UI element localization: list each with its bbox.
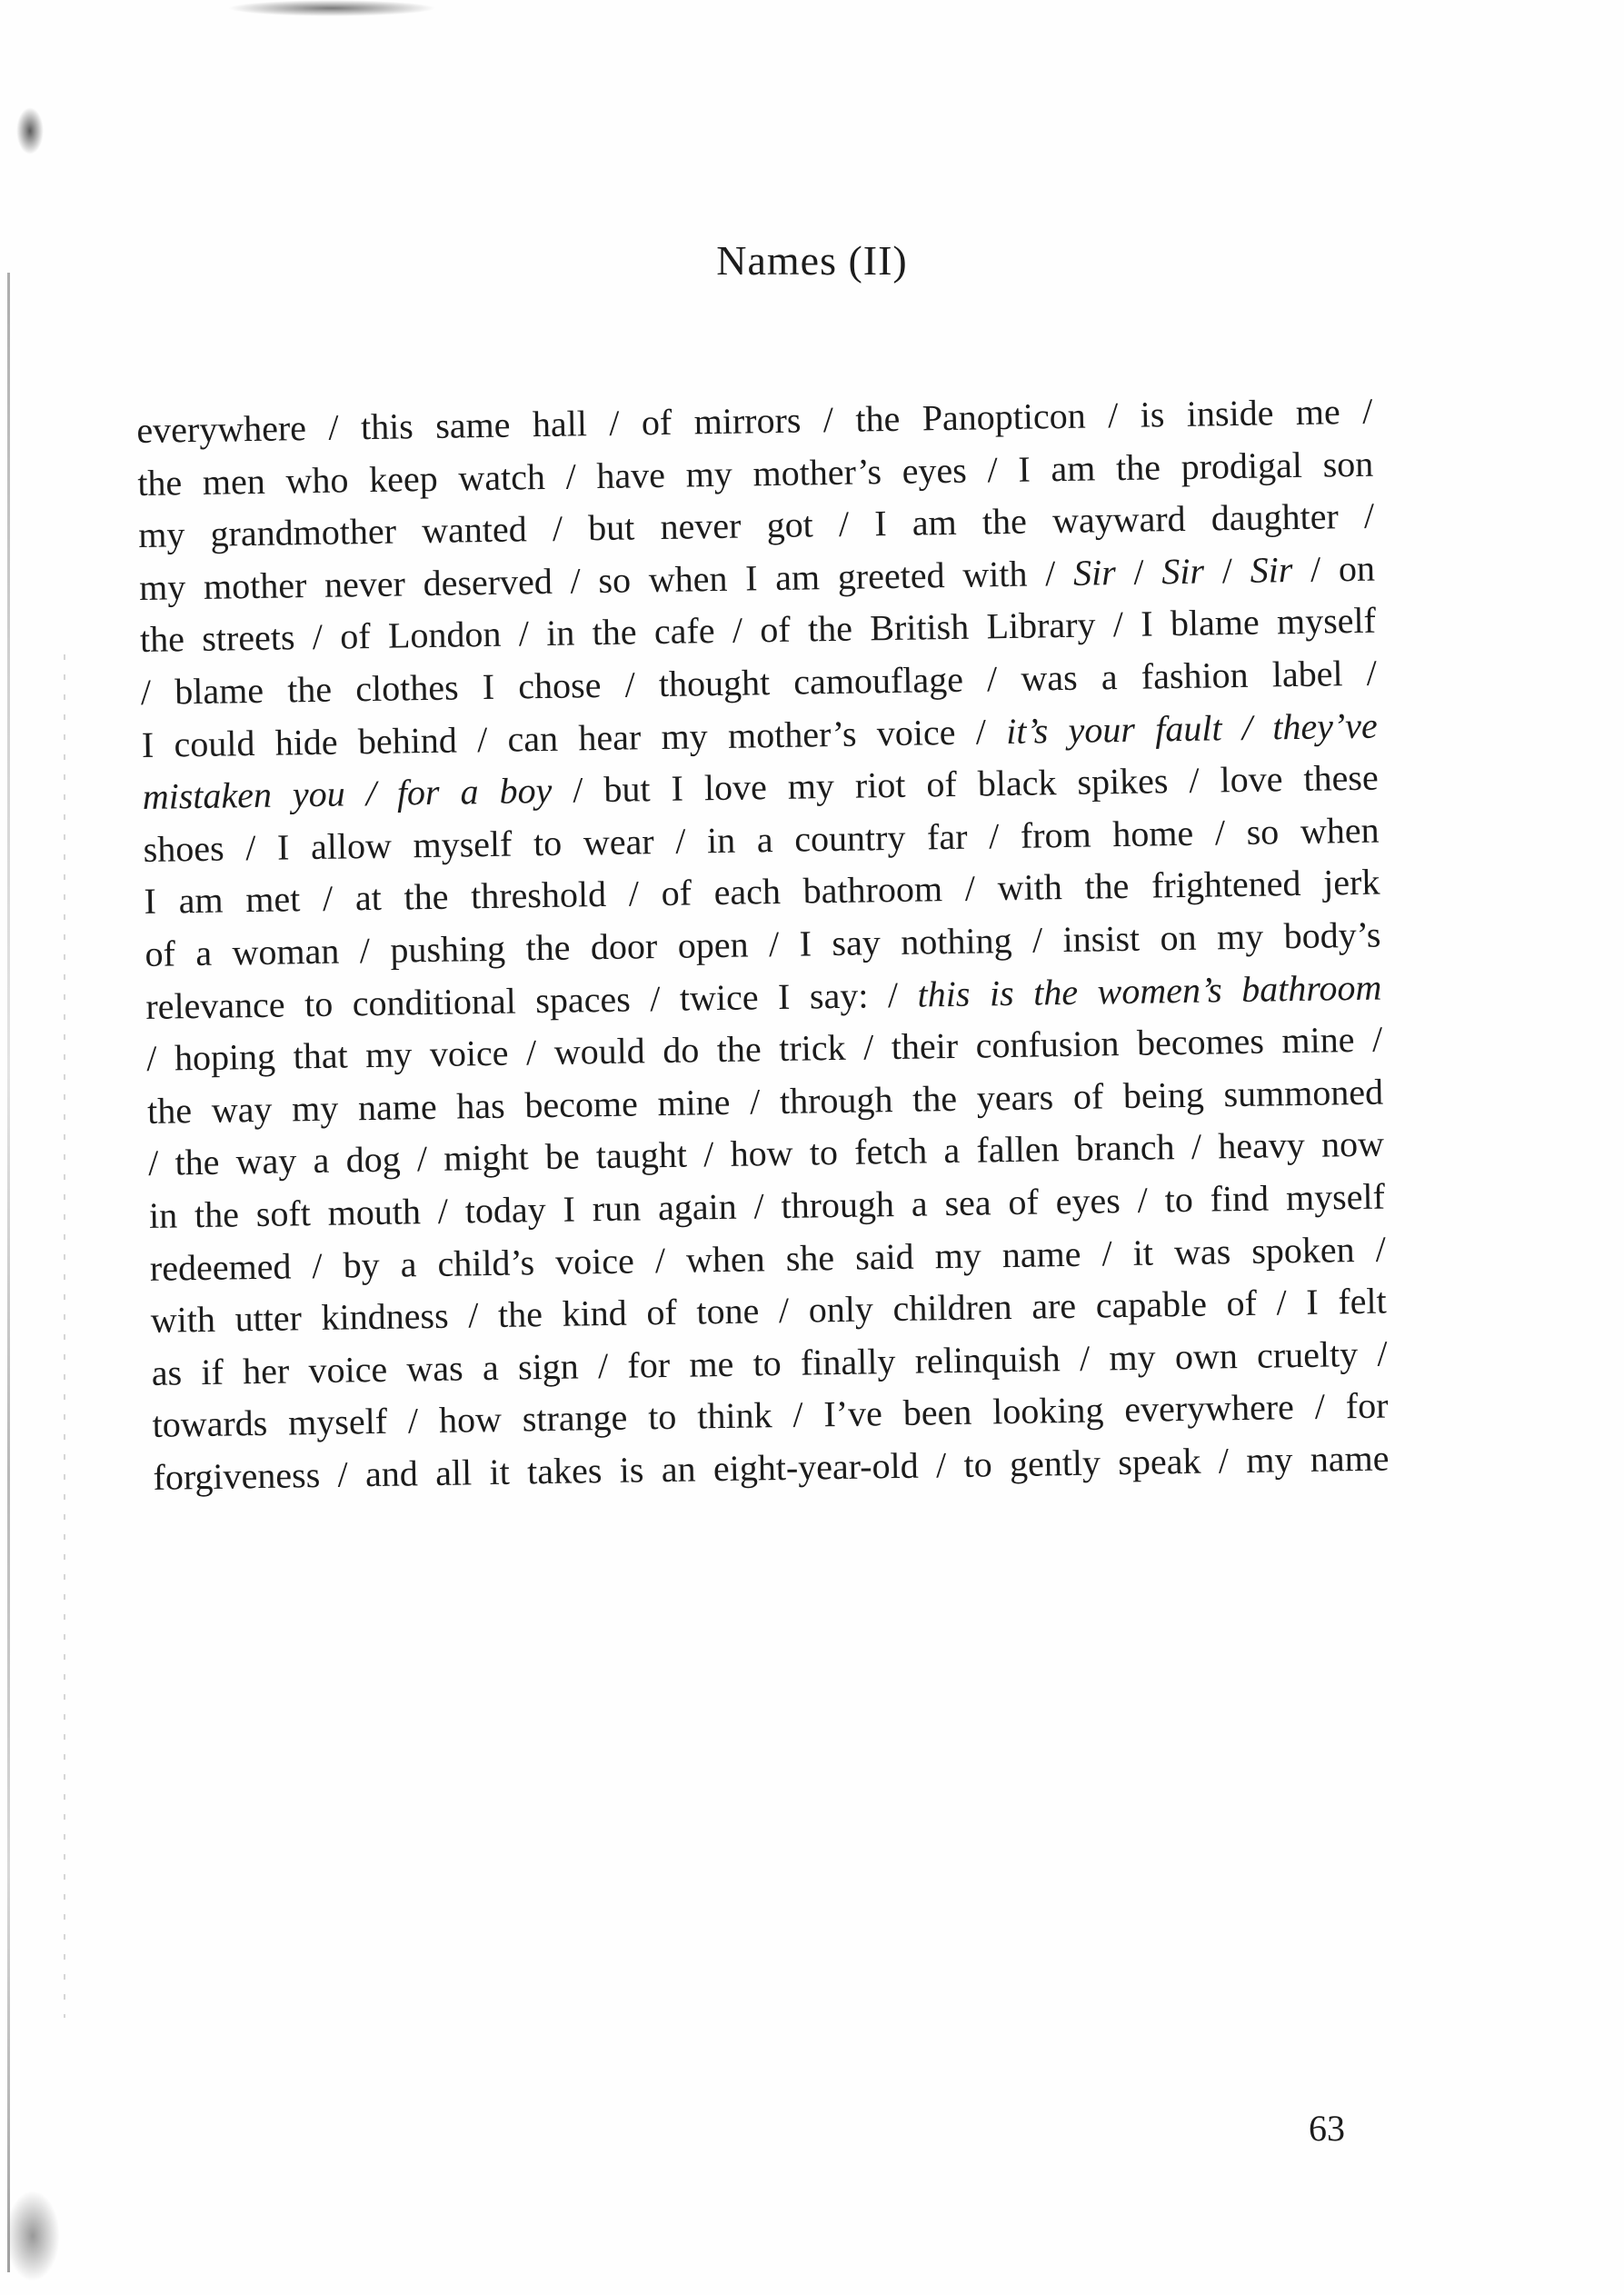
poem-text: / the way a dog / might be taught / how to fetch a fallen branch / heavy now xyxy=(147,1123,1385,1184)
poem-text: with utter kindness / the kind of tone / only children are capable of / I felt xyxy=(150,1280,1388,1341)
page-number: 63 xyxy=(1309,2108,1345,2149)
poem-text: I could hide behind / can hear my mother’s voice / xyxy=(141,710,1007,765)
poem-text: / xyxy=(1115,551,1162,593)
poem-text: shoes / I allow myself to wear / in a country far / from home / so when xyxy=(143,809,1380,870)
scan-smudge xyxy=(227,0,436,16)
scan-edge-shadow xyxy=(64,654,65,2018)
poem-italic-text: mistaken you / for a boy xyxy=(142,770,553,818)
poem-text: as if her voice was a sign / for me to finally relinquish / my own cruelty / xyxy=(151,1332,1388,1393)
poem-text: / hoping that my voice / would do the trick / their confusion becomes mine / xyxy=(145,1018,1383,1080)
scan-edge-shadow xyxy=(7,273,10,2272)
poem-text: the streets / of London / in the cafe / of the British Library / I blame myself xyxy=(139,599,1377,661)
poem-text: of a woman / pushing the door open / I say nothing / insist on my body’s xyxy=(144,913,1381,974)
poem-text: my grandmother wanted / but never got / I am the wayward daughter / xyxy=(137,494,1375,556)
scan-smudge xyxy=(16,107,44,155)
poem-text: relevance to conditional spaces / twice I say: / xyxy=(145,973,918,1027)
poem-text: my mother never deserved / so when I am greeted with / xyxy=(138,552,1074,608)
poem-text: towards myself / how strange to think / I’ve been looking everywhere / for xyxy=(152,1384,1389,1446)
poem-italic-text: it’s your fault / they’ve xyxy=(1005,704,1379,752)
scan-smudge xyxy=(5,2190,60,2281)
poem-text: the men who keep watch / have my mother’s eyes / I am the prodigal son xyxy=(136,443,1374,504)
poem-italic-text: this is the women’s bathroom xyxy=(917,966,1382,1015)
poem-italic-text: Sir xyxy=(1072,551,1117,594)
poem-italic-text: Sir xyxy=(1250,548,1293,591)
poem-text: / xyxy=(1203,549,1251,592)
poem-text: / but I love my riot of black spikes / love these xyxy=(551,756,1379,812)
poem-text: / blame the clothes I chose / thought camouflage / was a fashion label / xyxy=(140,652,1378,713)
poem-text: forgiveness / and all it takes is an eight-year-old / to gently speak / my name xyxy=(153,1437,1390,1498)
poem-text: the way my name has become mine / through the years of being summoned xyxy=(146,1071,1384,1132)
poem-title: Names (II) xyxy=(716,237,908,284)
poem-text: redeemed / by a child’s voice / when she said my name / it was spoken / xyxy=(149,1228,1387,1289)
poem-text: in the soft mouth / today I run again / through a sea of eyes / to find myself xyxy=(148,1175,1386,1236)
poem-body xyxy=(136,385,1390,1504)
poem-italic-text: Sir xyxy=(1161,550,1205,593)
poem-text: I am met / at the threshold / of each bathroom / with the frightened jerk xyxy=(144,861,1380,923)
poem-text: / on xyxy=(1291,547,1376,590)
poem-text: everywhere / this same hall / of mirrors / the Panopticon / is inside me / xyxy=(136,390,1373,451)
